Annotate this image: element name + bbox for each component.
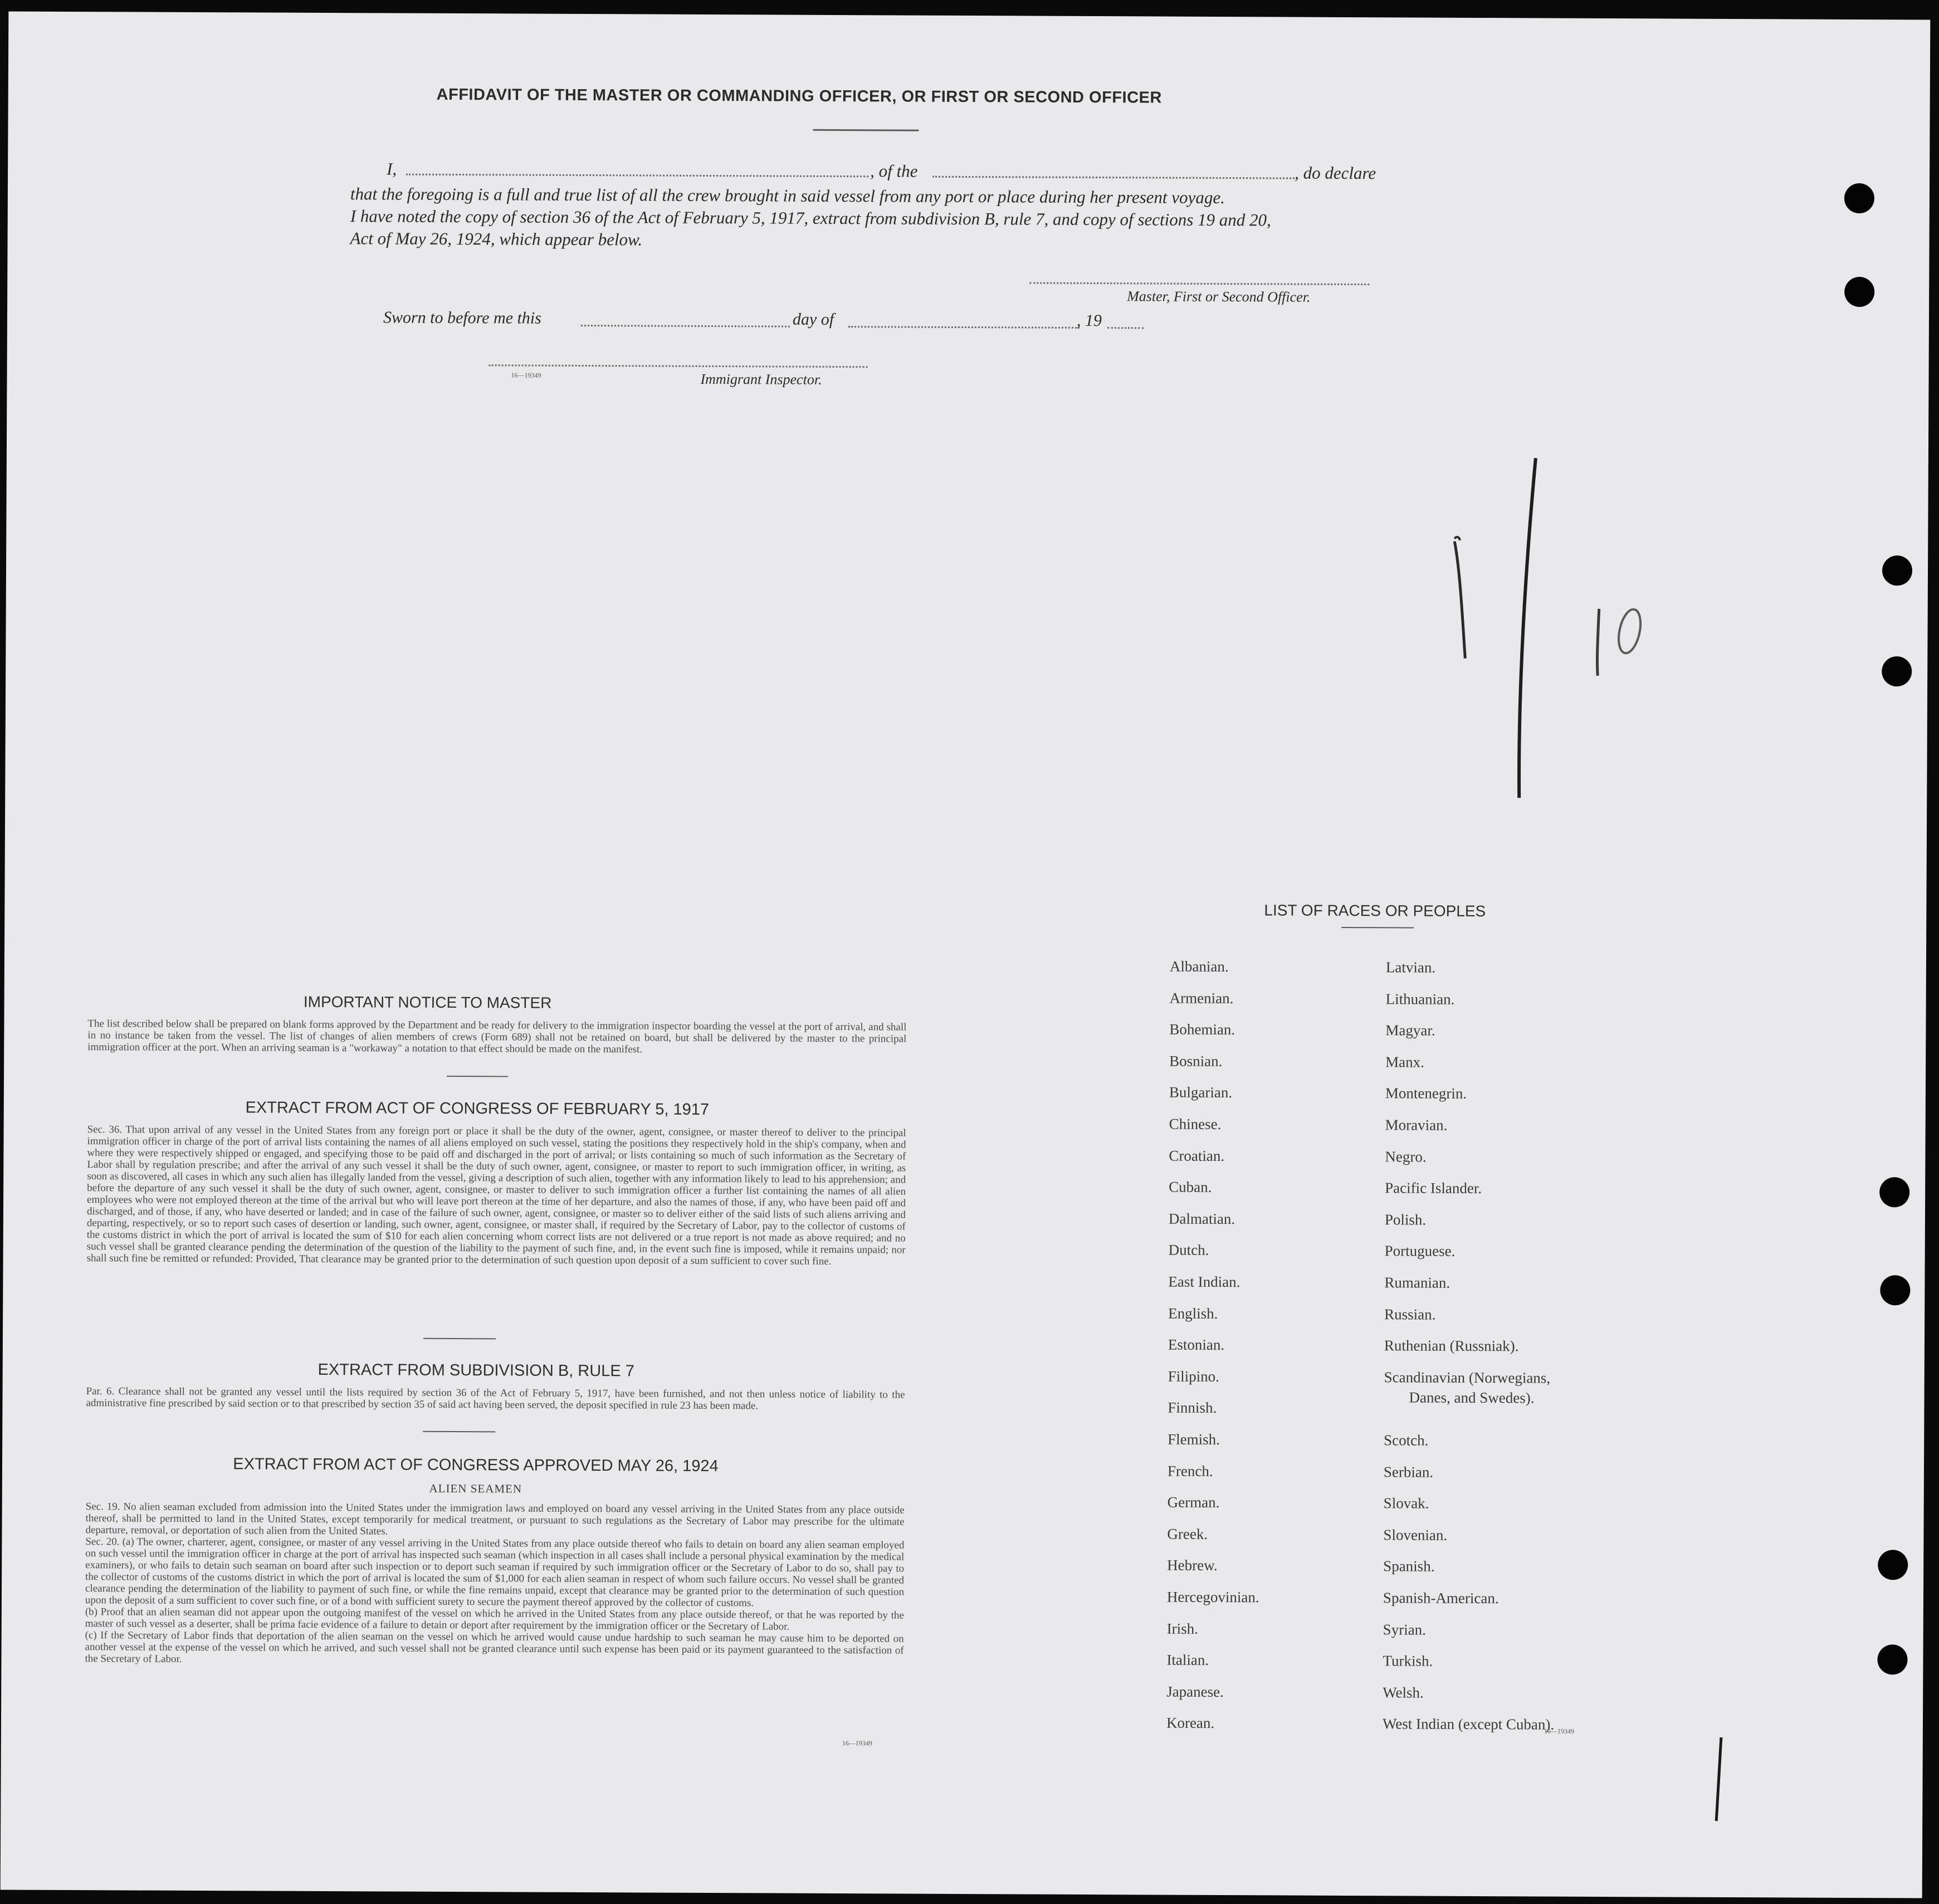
handwritten-fraction [1437, 441, 1672, 810]
race-item: Chinese. [1169, 1115, 1222, 1133]
race-item: Latvian. [1385, 959, 1436, 976]
race-item: Finnish. [1168, 1399, 1217, 1416]
binder-hole [1878, 1550, 1908, 1580]
sworn-month-line [848, 326, 1080, 329]
rule7-body: Par. 6. Clearance shall not be granted any vessel until the lists required by section 36 of the Act of February 5, 1917, have been furnished, and not then unless notice of liability to the administrative fine prescribed by said section or to that prescribed by section 35 of said act having been served, the deposit specified in rule 23 has been made. [86, 1385, 905, 1412]
extract-1924-form-code: 16—19349 [842, 1739, 872, 1747]
race-item: Bosnian. [1169, 1052, 1223, 1070]
race-item: Scandinavian (Norwegians, [1384, 1369, 1551, 1386]
affidavit-line-4: Act of May 26, 1924, which appear below. [350, 228, 643, 250]
race-item: Japanese. [1166, 1683, 1224, 1701]
race-item: West Indian (except Cuban). [1382, 1715, 1555, 1733]
race-item: Lithuanian. [1385, 990, 1455, 1008]
race-item: Dalmatian. [1168, 1210, 1235, 1228]
race-item: Polish. [1384, 1211, 1427, 1228]
race-item: East Indian. [1168, 1273, 1240, 1291]
race-item: Welsh. [1383, 1684, 1424, 1701]
notice-body: The list described below shall be prepared on blank forms approved by the Department and be ready for delivery to the immigration inspector boarding the vessel at the port of arrival, and shall in no instance be taken from the vessel. The list of changes of alien members of crews (Form 689) shall not be retained on board, but shall be delivered by the master to the principal immigration officer at the port. When an arriving seaman is a "workaway" a notation to that effect should be made on the manifest. [87, 1018, 907, 1056]
extract-1917-divider [423, 1338, 496, 1340]
races-form-code: 16—19349 [1544, 1727, 1574, 1735]
race-item: Syrian. [1383, 1621, 1427, 1638]
sec-20b-paragraph: (b) Proof that an alien seaman did not appear upon the outgoing manifest of the vessel on which he arrived in the United States from any place outside thereof, or that he was reported by the master of such vessel as a deserter, shall be prima facie evidence of a failure to detain or deport after requirement by the immigration officer or the Secretary of Labor. [85, 1606, 904, 1633]
extract-1924-title: EXTRACT FROM ACT OF CONGRESS APPROVED MAY 26, 1924 [233, 1455, 719, 1476]
race-item: Manx. [1385, 1053, 1424, 1071]
race-item: Moravian. [1385, 1116, 1448, 1134]
race-item: Negro. [1385, 1148, 1427, 1165]
race-item: Croatian. [1169, 1147, 1225, 1165]
race-item: Slovenian. [1383, 1526, 1448, 1544]
races-divider [1341, 927, 1414, 929]
year-blank-line [1107, 327, 1144, 329]
affidavit-line-2: that the foregoing is a full and true list of all the crew brought in said vessel from any port or place during her present voyage. [350, 184, 1225, 208]
alien-seamen-subtitle: ALIEN SEAMEN [429, 1481, 522, 1496]
rule7-divider [423, 1431, 495, 1433]
binder-hole [1882, 656, 1912, 686]
affidavit-line-3: I have noted the copy of section 36 of the Act of February 5, 1917, extract from subdivision B, rule 7, and copy of sections 19 and 20, [350, 206, 1271, 230]
race-item: Ruthenian (Russniak). [1384, 1337, 1519, 1355]
race-item: Korean. [1166, 1714, 1215, 1731]
race-item: German. [1167, 1493, 1220, 1511]
race-item: Pacific Islander. [1385, 1179, 1482, 1197]
race-item: Bulgarian. [1169, 1083, 1233, 1101]
race-item: Flemish. [1168, 1431, 1220, 1448]
affidavit-of-the-label: , of the [870, 161, 918, 181]
vessel-blank-line [932, 176, 1295, 179]
binder-hole [1879, 1177, 1909, 1207]
race-item: Greek. [1167, 1525, 1208, 1542]
race-item: Armenian. [1169, 989, 1234, 1007]
affidavit-i-label: I, [387, 159, 397, 179]
binder-hole [1844, 277, 1874, 307]
race-item: French. [1167, 1462, 1213, 1480]
year-label: , 19 [1076, 311, 1102, 330]
day-of-label: day of [792, 310, 834, 329]
inspector-signature-line [489, 364, 868, 368]
race-item: Italian. [1166, 1651, 1209, 1668]
sworn-day-line [581, 325, 790, 328]
sec-20c-paragraph: (c) If the Secretary of Labor finds that deportation of the alien seaman on the vessel on which he arrived would cause undue hardship to such seaman he may cause him to be deported on another vessel at the expense of the vessel on which he arrived, and such vessel shall not be granted clearance until such expense has been paid or its payment guaranteed to the satisfaction of the Secretary of Labor. [85, 1629, 904, 1665]
race-item: Filipino. [1168, 1368, 1220, 1385]
extract-1917-title: EXTRACT FROM ACT OF CONGRESS OF FEBRUARY 5, 1917 [245, 1099, 710, 1119]
race-item: Bohemian. [1169, 1021, 1235, 1038]
race-scandinavian-continued: Danes, and Swedes). [1409, 1389, 1535, 1407]
notice-title: IMPORTANT NOTICE TO MASTER [303, 993, 552, 1012]
extract-1917-body: Sec. 36. That upon arrival of any vessel in the United States from any foreign port or place it shall be the duty of the owner, agent, consignee, or master thereof to deliver to the principal immigration officer in charge of the port of arrival lists containing the names of all aliens employed on such vessel, stating the positions they respectively hold in the ship's company, when and where they were respectively shipped or engaged, and specifying those to be paid off and discharged in the port of arrival; or lists containing so much of such information as the Secretary of Labor shall by regulation prescribe; and after the arrival of any such vessel it shall be the duty of such owner, agent, consignee, or master to report to such immigration officer, in writing, as soon as discovered, all cases in which any such alien has illegally landed from the vessel, giving a description of such alien, together with any information likely to lead to his apprehension; and before the departure of any such vessel it shall be the duty of such owner, agent, consignee, or master to deliver to such immigration officer a further list containing the names of all alien employees who were not employed thereon at the time of the arrival but who will leave port thereon at the time of her departure, and also the names of those, if any, who have been paid off and discharged, and of those, if any, who have deserted or landed; and in case of the failure of such owner, agent, consignee, or master so to deliver either of the said lists of such aliens arriving and departing, respectively, or so to report such cases of desertion or landing, such owner, agent, consignee, or master shall, if required by the Secretary of Labor, pay to the collector of customs of the customs district in which the port of arrival is located the sum of $10 for each alien concerning whom correct lists are not delivered or a true report is not made as above required; and no such vessel shall be granted clearance pending the determination of the question of the liability to the payment of such fine, and, in the event such fine is imposed, while it remains unpaid; nor shall such fine be remitted or refunded: Provided, That clearance may be granted prior to the determination of such question upon deposit of a sum sufficient to cover such fine. [86, 1124, 906, 1267]
race-item: Hercegovinian. [1166, 1588, 1259, 1606]
notice-divider [447, 1076, 508, 1077]
race-item: Montenegrin. [1385, 1085, 1467, 1102]
sworn-label: Sworn to before me this [383, 308, 541, 328]
race-item: Slovak. [1383, 1495, 1429, 1512]
name-blank-line [406, 174, 868, 178]
race-item: Cuban. [1169, 1178, 1212, 1195]
race-item: Spanish-American. [1383, 1589, 1499, 1607]
race-item: Turkish. [1383, 1652, 1433, 1669]
race-item: Rumanian. [1384, 1274, 1450, 1291]
extract-1924-body [85, 1501, 904, 1668]
race-item: Portuguese. [1384, 1242, 1456, 1259]
race-item: Scotch. [1384, 1432, 1429, 1449]
binder-hole [1877, 1644, 1907, 1674]
race-item: Spanish. [1383, 1558, 1435, 1575]
race-item: Dutch. [1168, 1241, 1209, 1258]
affidavit-do-declare-label: , do declare [1295, 163, 1376, 183]
binder-hole [1844, 183, 1874, 213]
race-item: Hebrew. [1167, 1556, 1218, 1574]
signature-line [1029, 282, 1369, 285]
race-item: Russian. [1384, 1306, 1436, 1323]
binder-hole [1880, 1275, 1910, 1305]
document-page [1, 11, 1931, 1898]
race-item: Magyar. [1385, 1022, 1435, 1039]
affidavit-form-code: 16—19349 [511, 371, 541, 379]
title-divider [813, 129, 919, 131]
affidavit-statement [350, 183, 1398, 254]
sec-20a-paragraph: Sec. 20. (a) The owner, charterer, agent, consignee, or master of any vessel arriving in the United States from any place outside thereof who fails to detain on board any alien seaman employed on such vessel until the immigration officer in charge at the port of arrival has inspected such seaman (which inspection in all cases shall include a personal physical examination by the medical examiners), or who fails to detain such seaman on board after such inspection or to deport such seaman if required by such immigration officer or the Secretary of Labor to do so, shall pay to the collector of customs of the customs district in which the port of arrival is located the sum of $1,000 for each alien seaman in respect of whom such failure occurs. No vessel shall be granted clearance pending the determination of the liability to payment of such fine, or while the fine remains unpaid, except that clearance may be granted prior to the determination of such question upon the deposit of a sum sufficient to cover such fine, or of a bond with sufficient surety to secure the payment thereof approved by the collector of customs. [85, 1536, 905, 1609]
race-item: English. [1168, 1305, 1218, 1322]
race-item: Estonian. [1168, 1336, 1225, 1354]
race-item: Serbian. [1383, 1463, 1434, 1481]
binder-hole [1882, 555, 1912, 585]
races-title: LIST OF RACES OR PEOPLES [1264, 901, 1486, 920]
race-item: Albanian. [1169, 958, 1229, 975]
affidavit-title: AFFIDAVIT OF THE MASTER OR COMMANDING OFFICER, OR FIRST OR SECOND OFFICER [436, 85, 1162, 107]
signature-caption: Master, First or Second Officer. [1127, 288, 1311, 305]
sec-19-paragraph: Sec. 19. No alien seaman excluded from admission into the United States under the immigration laws and employed on board any vessel arriving in the United States from any place outside thereof, shall be permitted to land in the United States, except temporarily for medical treatment, or pursuant to such regulations as the Secretary of Labor may prescribe for the ultimate departure, removal, or deportation of such alien from the United States. [85, 1501, 905, 1537]
handwritten-tick-mark [1711, 1735, 1728, 1824]
inspector-caption: Immigrant Inspector. [700, 370, 822, 388]
rule7-title: EXTRACT FROM SUBDIVISION B, RULE 7 [318, 1360, 634, 1380]
race-item: Irish. [1166, 1620, 1199, 1637]
